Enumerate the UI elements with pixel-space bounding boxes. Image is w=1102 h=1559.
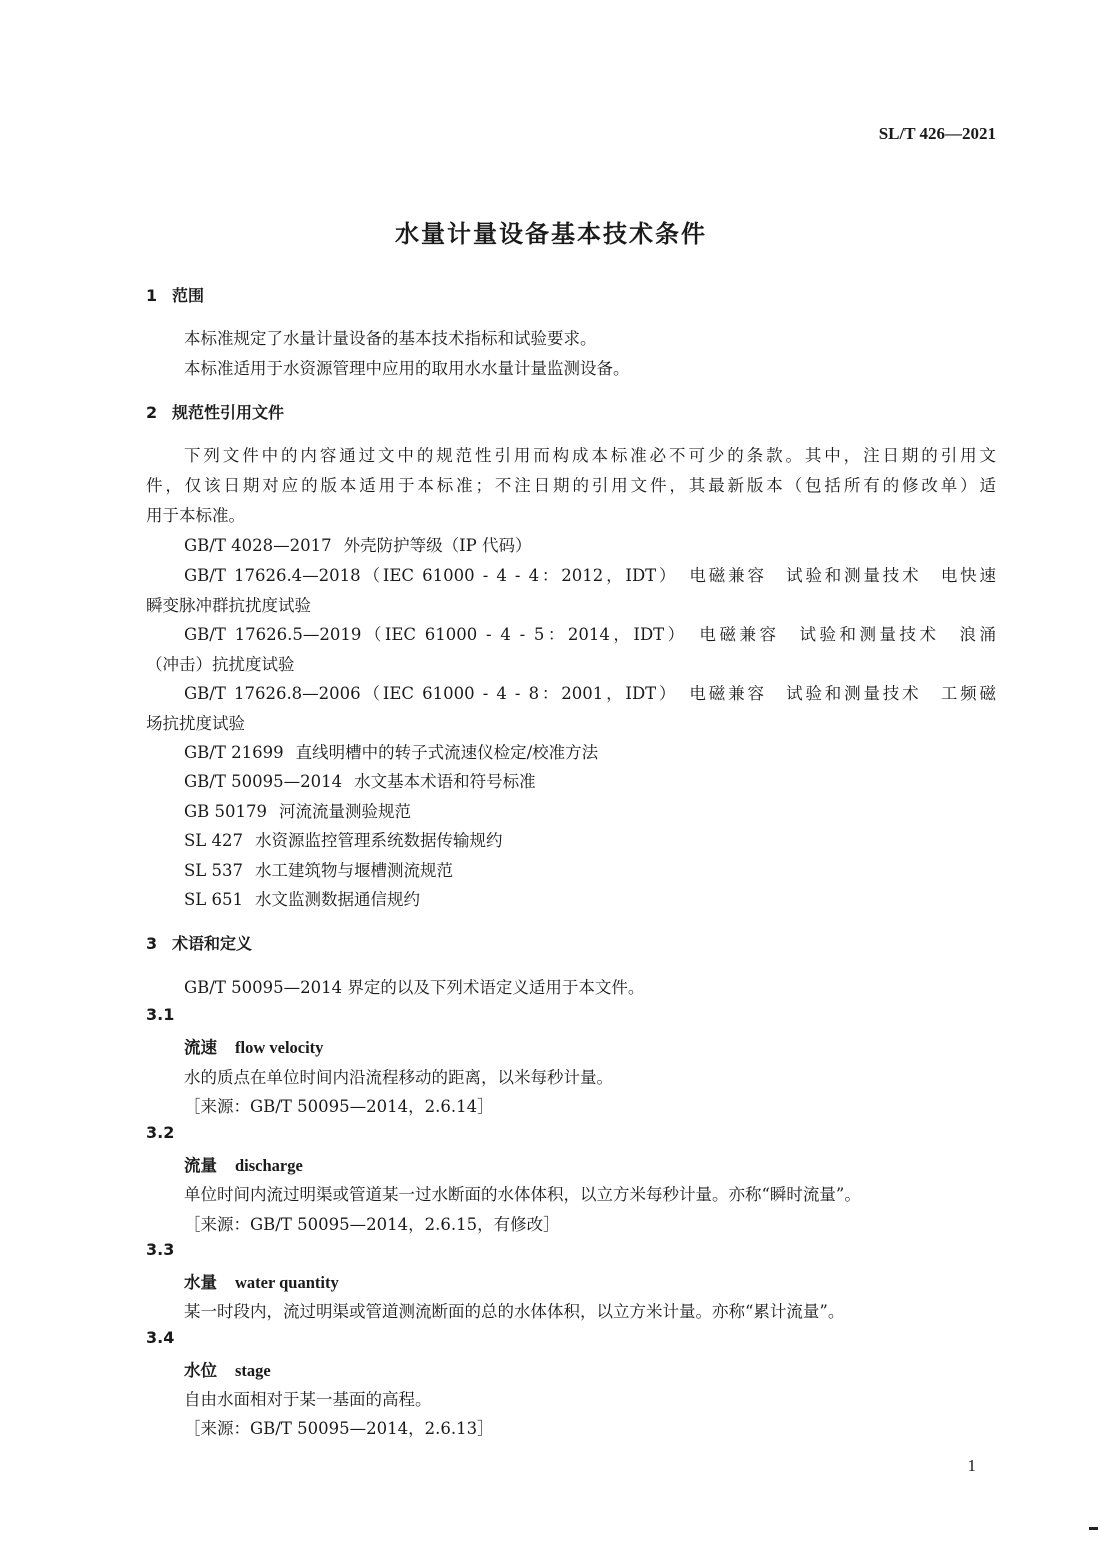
section-title: 规范性引用文件 [172,403,285,422]
reference-name: 河流流量测验规范 [279,802,412,821]
clause-number: 3.2 [146,1123,175,1142]
section-2-heading [146,400,284,423]
reference-code: GB/T 21699 [184,743,284,762]
term-definition: 某一时段内，流过明渠或管道测流断面的总的水体体积，以立方米计量。亦称“累计流量”。 [184,1302,845,1321]
term-source: ［来源：GB/T 50095—2014，2.6.15，有修改］ [184,1215,560,1234]
term-english: flow velocity [235,1038,324,1057]
term-source: ［来源：GB/T 50095—2014，2.6.13］ [184,1419,494,1438]
paragraph: 本标准规定了水量计量设备的基本技术指标和试验要求。 [184,329,597,348]
reference-item: GB/T 17626.8—2006（IEC 61000 - 4 - 8：2001，IDT） 电磁兼容 试验和测量技术 工频磁 [184,684,996,703]
term-heading [184,1269,339,1293]
term-english: discharge [235,1156,303,1175]
reference-code: GB/T 4028—2017 [184,536,332,555]
paragraph: 本标准适用于水资源管理中应用的取用水水量计量监测设备。 [184,359,630,378]
reference-name: 水资源监控管理系统数据传输规约 [255,831,503,850]
section-3-heading [146,931,252,954]
reference-code: GB 50179 [184,802,268,821]
paragraph-line: 用于本标准。 [146,506,245,525]
section-title: 范围 [172,286,205,305]
term-heading [184,1152,303,1176]
reference-name: 水文监测数据通信规约 [255,890,420,909]
scan-edge-mark [1089,1527,1098,1530]
reference-item [184,768,536,792]
standard-code: SL/T 426—2021 [878,124,996,143]
term-source: ［来源：GB/T 50095—2014，2.6.14］ [184,1097,494,1116]
reference-item [184,857,453,881]
reference-item [184,886,420,910]
reference-item-continuation: （冲击）抗扰度试验 [146,655,295,674]
reference-item: GB/T 17626.4—2018（IEC 61000 - 4 - 4：2012，IDT） 电磁兼容 试验和测量技术 电快速 [184,566,996,585]
term-heading [184,1357,271,1381]
term-chinese: 流量 [184,1156,217,1175]
term-chinese: 水量 [184,1273,217,1292]
clause-number: 3.3 [146,1240,175,1259]
section-number: 2 [146,403,158,422]
reference-item [184,532,531,556]
reference-item [184,739,598,763]
term-heading [184,1034,323,1058]
term-definition: 单位时间内流过明渠或管道某一过水断面的水体体积，以立方米每秒计量。亦称“瞬时流量”。 [184,1185,861,1204]
term-english: water quantity [235,1273,339,1292]
paragraph-line: 下列文件中的内容通过文中的规范性引用而构成本标准必不可少的条款。其中，注日期的引用文 [184,446,996,465]
clause-number: 3.1 [146,1005,175,1024]
term-english: stage [235,1361,271,1380]
reference-item-continuation: 瞬变脉冲群抗扰度试验 [146,596,311,615]
reference-item: GB/T 17626.5—2019（IEC 61000 - 4 - 5：2014，IDT） 电磁兼容 试验和测量技术 浪涌 [184,625,996,644]
reference-name: 直线明槽中的转子式流速仪检定/校准方法 [295,743,599,762]
term-chinese: 水位 [184,1361,217,1380]
section-1-heading [146,283,204,306]
clause-number: 3.4 [146,1328,175,1347]
term-chinese: 流速 [184,1038,217,1057]
page-number: 1 [967,1456,976,1475]
document-title: 水量计量设备基本技术条件 [395,220,707,248]
reference-code: SL 651 [184,890,243,909]
reference-name: 水文基本术语和符号标准 [354,772,536,791]
term-definition: 自由水面相对于某一基面的高程。 [184,1390,432,1409]
reference-item [184,827,503,851]
section-title: 术语和定义 [172,934,253,953]
paragraph-line: 件，仅该日期对应的版本适用于本标准；不注日期的引用文件，其最新版本（包括所有的修改单）适 [146,476,996,495]
reference-code: GB/T 50095—2014 [184,772,343,791]
reference-name: 外壳防护等级（IP 代码） [343,536,532,555]
reference-code: SL 537 [184,861,243,880]
section-number: 1 [146,286,158,305]
reference-item-continuation: 场抗扰度试验 [146,714,245,733]
reference-name: 水工建筑物与堰槽测流规范 [255,861,453,880]
reference-item [184,798,411,822]
reference-code: SL 427 [184,831,243,850]
term-definition: 水的质点在单位时间内沿流程移动的距离，以米每秒计量。 [184,1068,613,1087]
paragraph: GB/T 50095—2014 界定的以及下列术语定义适用于本文件。 [184,978,645,997]
section-number: 3 [146,934,158,953]
